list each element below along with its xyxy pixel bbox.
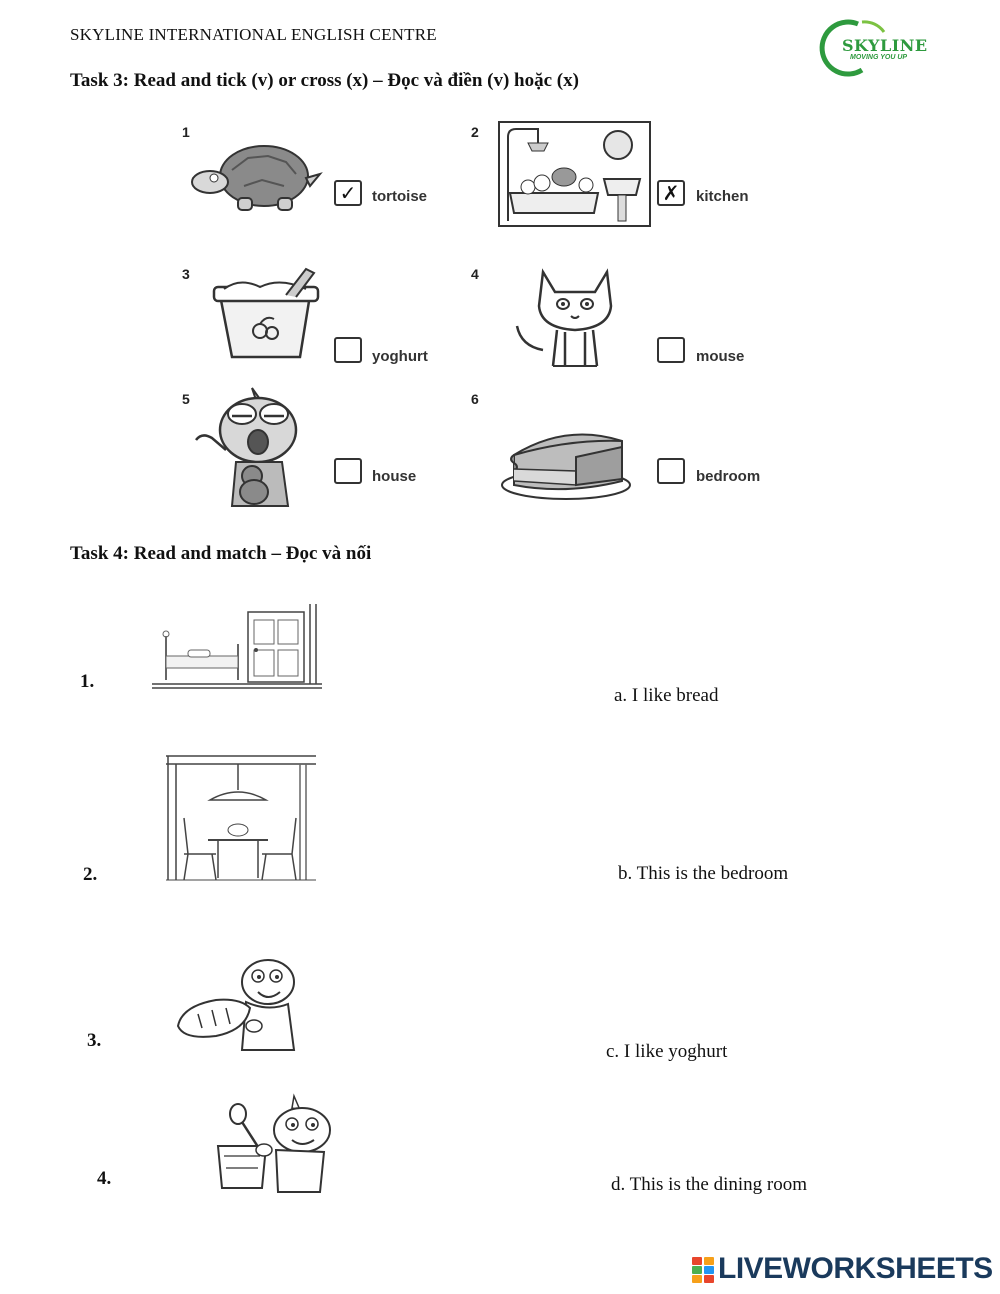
task3-item-number: 3 [182, 266, 190, 282]
task3-checkbox[interactable]: ✓ [334, 180, 362, 206]
match-picture-number: 4. [97, 1168, 112, 1189]
dining-room-scene-image[interactable] [166, 754, 316, 882]
task3-item-number: 1 [182, 124, 190, 140]
task3-word: house [372, 468, 417, 485]
school-name: SKYLINE INTERNATIONAL ENGLISH CENTRE [70, 25, 437, 44]
crying-frog-image [192, 388, 300, 514]
bathroom-image [498, 121, 651, 227]
task3-checkbox[interactable] [657, 337, 685, 363]
match-sentence[interactable]: b. This is the bedroom [618, 863, 789, 884]
task3-item-number: 6 [471, 391, 479, 407]
task3-word: yoghurt [372, 348, 428, 365]
cake-image [500, 425, 635, 505]
task3-word: mouse [696, 348, 745, 365]
task3-checkbox[interactable] [657, 458, 685, 484]
liveworksheets-brand: LIVEWORKSHEETS [718, 1252, 993, 1285]
match-picture-number: 3. [87, 1030, 102, 1051]
match-picture-number: 1. [80, 671, 95, 692]
match-sentence[interactable]: c. I like yoghurt [606, 1041, 728, 1062]
task3-checkbox[interactable] [334, 337, 362, 363]
task3-item-number: 4 [471, 266, 479, 282]
task3-item-number: 2 [471, 124, 479, 140]
frog-bread-image[interactable] [176, 954, 312, 1054]
match-sentence[interactable]: a. I like bread [614, 685, 719, 706]
logo-tagline: MOVING YOU UP [850, 54, 908, 61]
task3-word: tortoise [372, 188, 428, 205]
tortoise-image [192, 140, 327, 215]
liveworksheets-blocks-icon [692, 1257, 716, 1283]
task3-word: bedroom [696, 468, 761, 485]
match-sentence[interactable]: d. This is the dining room [611, 1174, 807, 1195]
task3-checkbox[interactable]: ✗ [657, 180, 685, 206]
skyline-logo [828, 18, 938, 74]
bedroom-scene-image[interactable] [152, 604, 324, 690]
task3-item-number: 5 [182, 391, 190, 407]
task4-title: Task 4: Read and match – Đọc và nối [70, 543, 372, 564]
task3-checkbox[interactable] [334, 458, 362, 484]
cat-image [513, 266, 621, 370]
match-picture-number: 2. [83, 864, 98, 885]
task3-word: kitchen [696, 188, 749, 205]
yoghurt-image [210, 265, 322, 361]
frog-yoghurt-image[interactable] [214, 1094, 334, 1194]
task3-title: Task 3: Read and tick (v) or cross (x) – Đọc và điền (v) hoặc (x) [70, 70, 579, 91]
logo-title: SKYLINE [842, 36, 928, 55]
